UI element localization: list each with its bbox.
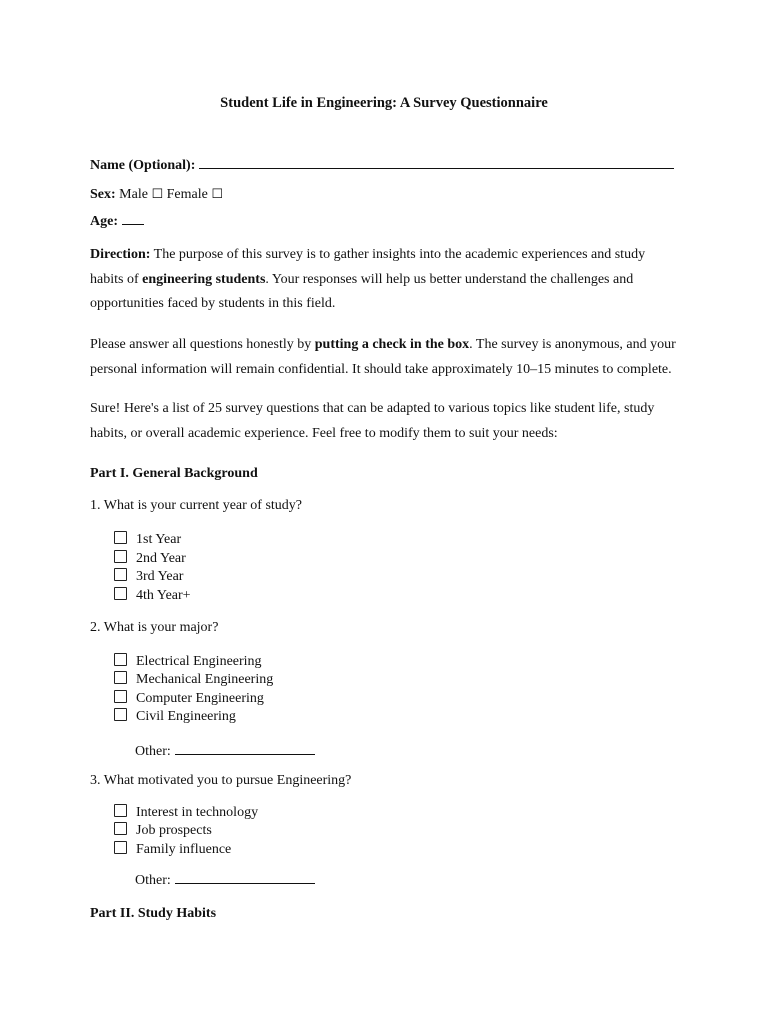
- q3-checkbox[interactable]: [114, 804, 127, 817]
- age-input-line[interactable]: [122, 210, 144, 225]
- name-input-line[interactable]: [199, 154, 674, 169]
- sex-label: Sex:: [90, 187, 116, 202]
- part2-heading: Part II. Study Habits: [90, 906, 217, 921]
- q1-option[interactable]: [114, 550, 186, 568]
- q2-checkbox[interactable]: [114, 653, 127, 666]
- option-label: Civil Engineering: [136, 709, 236, 724]
- instructions-paragraph: [90, 333, 680, 382]
- q1-checkbox[interactable]: [114, 531, 127, 544]
- q1-checkbox[interactable]: [114, 587, 127, 600]
- q3-option[interactable]: [114, 804, 258, 822]
- q2-option[interactable]: [114, 690, 264, 708]
- q3-checkbox[interactable]: [114, 841, 127, 854]
- q3-other-row: [135, 869, 315, 890]
- sex-male-label: Male: [119, 187, 148, 202]
- q2-other-row: [135, 740, 315, 761]
- option-label: Family influence: [136, 842, 232, 857]
- direction-text-1: The purpose of this survey is to gather insights into the academic experiences and study habits of: [90, 247, 646, 287]
- question-3: 3. What motivated you to pursue Engineering?: [90, 773, 352, 788]
- age-label: Age:: [90, 214, 118, 229]
- q2-option[interactable]: [114, 708, 236, 726]
- option-label: Mechanical Engineering: [136, 672, 274, 687]
- q2-checkbox[interactable]: [114, 690, 127, 703]
- direction-label: Direction:: [90, 247, 151, 262]
- sex-female-checkbox[interactable]: ☐: [211, 187, 223, 202]
- option-label: 4th Year+: [136, 588, 191, 603]
- direction-bold: engineering students: [142, 271, 266, 287]
- option-label: Computer Engineering: [136, 691, 264, 706]
- sex-female-label: Female: [166, 187, 208, 202]
- q1-option[interactable]: [114, 568, 183, 586]
- q2-checkbox[interactable]: [114, 708, 127, 721]
- instructions-bold: putting a check in the box: [314, 337, 470, 352]
- instructions-text-2: . The survey is anonymous, and your personal information will remain confidential. It should take approximately 10–15 minutes to complete.: [90, 337, 676, 377]
- q3-option[interactable]: [114, 822, 212, 840]
- age-field-row: [90, 210, 144, 231]
- q2-other-input-line[interactable]: [175, 740, 315, 755]
- q3-other-input-line[interactable]: [175, 869, 315, 884]
- other-label: Other:: [135, 873, 171, 888]
- q1-option[interactable]: [114, 587, 191, 605]
- q3-option[interactable]: [114, 841, 231, 859]
- other-label: Other:: [135, 744, 171, 759]
- option-label: 1st Year: [136, 532, 182, 547]
- instructions-text-1: Please answer all questions honestly by: [90, 337, 315, 352]
- option-label: 2nd Year: [136, 551, 186, 566]
- q1-option[interactable]: [114, 531, 181, 549]
- direction-paragraph: [90, 243, 680, 317]
- name-label: Name (Optional):: [90, 158, 196, 173]
- page-title: Student Life in Engineering: A Survey Questionnaire: [220, 95, 548, 111]
- option-label: Interest in technology: [136, 805, 259, 820]
- question-2: 2. What is your major?: [90, 620, 219, 635]
- q2-checkbox[interactable]: [114, 671, 127, 684]
- intro-paragraph: Sure! Here's a list of 25 survey questions that can be adapted to various topics like student life, study habits, or overall academic experience. Feel free to modify them to suit your needs:: [90, 401, 655, 441]
- sex-male-checkbox[interactable]: ☐: [151, 187, 164, 202]
- option-label: Job prospects: [136, 823, 212, 838]
- option-label: Electrical Engineering: [136, 654, 262, 669]
- question-1: 1. What is your current year of study?: [90, 498, 303, 513]
- q3-checkbox[interactable]: [114, 822, 127, 835]
- option-label: 3rd Year: [136, 569, 184, 584]
- q1-checkbox[interactable]: [114, 568, 127, 581]
- part1-heading: Part I. General Background: [90, 466, 258, 481]
- q2-option[interactable]: [114, 671, 273, 689]
- q2-option[interactable]: [114, 653, 262, 671]
- direction-text-2: . Your responses will help us better understand the challenges and opportunities faced by students in this field.: [90, 271, 634, 311]
- q1-checkbox[interactable]: [114, 550, 127, 563]
- name-field-row: [90, 154, 674, 175]
- sex-field-row: [90, 186, 223, 204]
